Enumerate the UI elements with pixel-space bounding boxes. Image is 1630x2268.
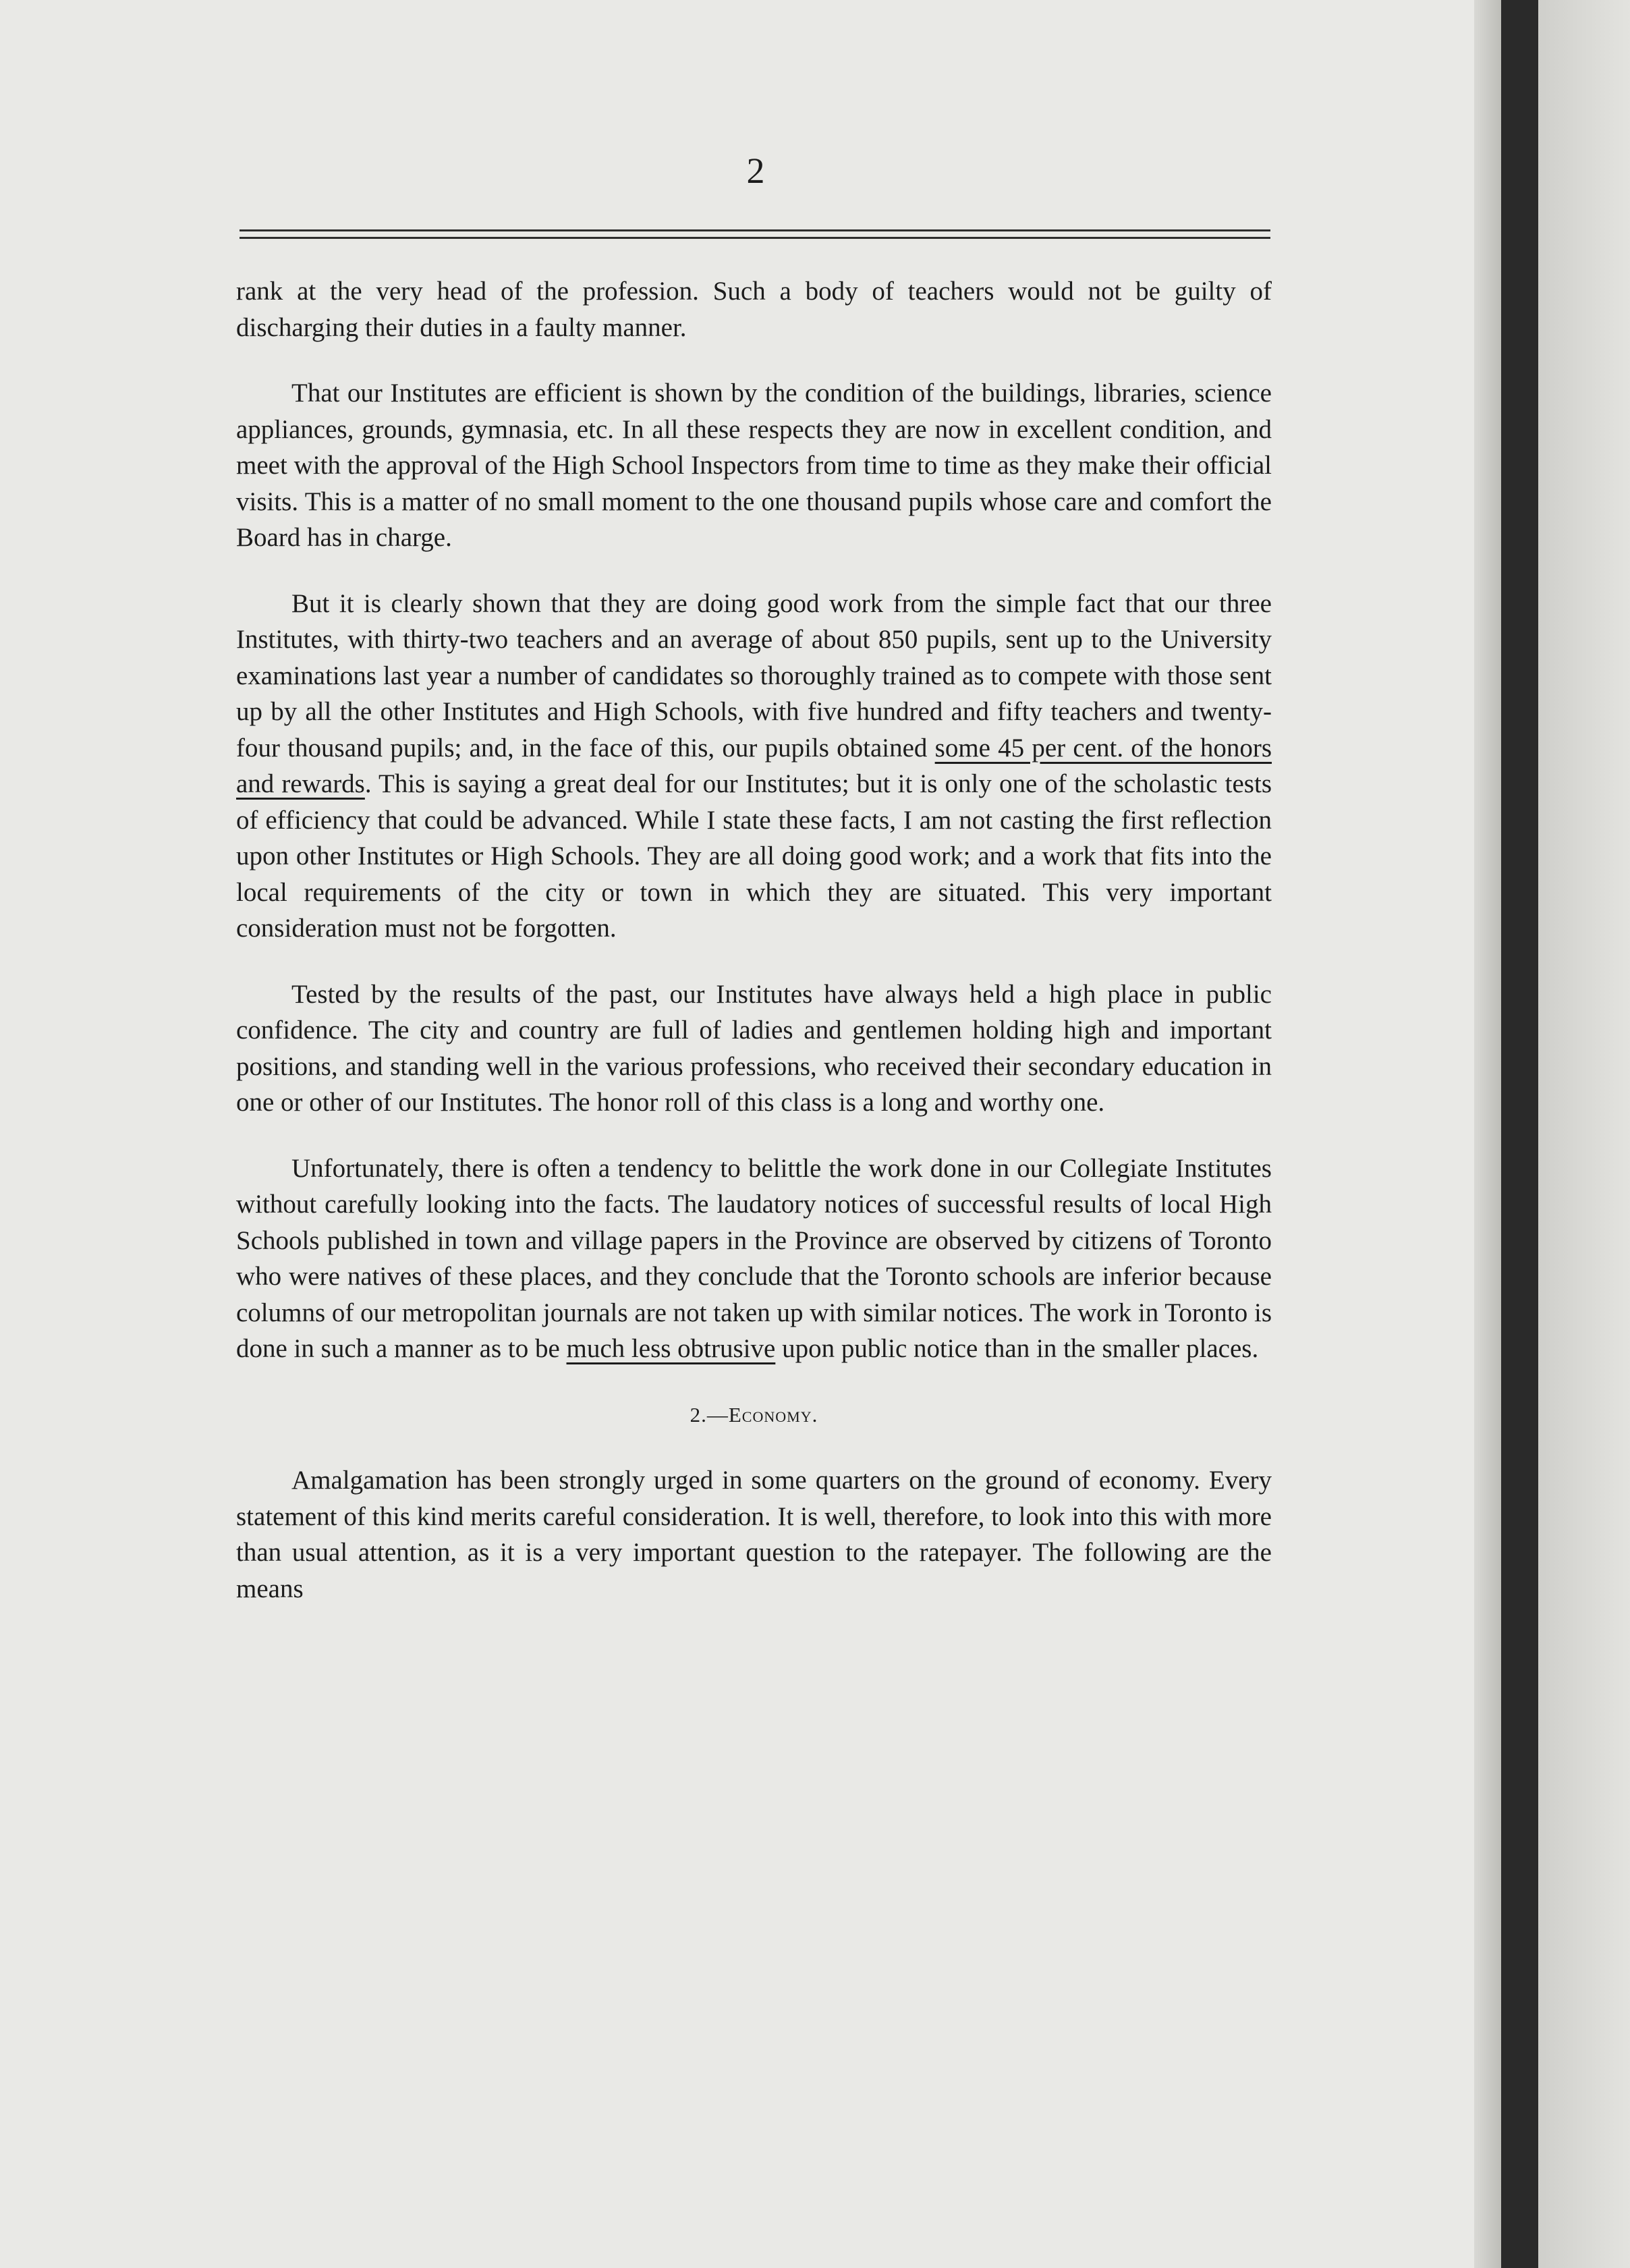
paragraph-good-work: But it is clearly shown that they are doing good work from the simple fact that our three Institutes, with thirty-two teachers and an average of about 850 pupils, sent up to the University examinations last year a number of candidates so thoroughly trained as to compete with those sent up by all the other Institutes and High Schools, with five hundred and fifty teachers and twenty-four thousand pupils; and, in the face of this, our pupils obtained some 45 per cent. of the honors and rewards. This is saying a great deal for our Institutes; but it is only one of the scholastic tests of efficiency that could be advanced. While I state these facts, I am not casting the first reflection upon other Institutes or High Schools. They are all doing good work; and a work that fits into the local requirements of the city or town in which they are situated. This very important consideration must not be forgotten. — [236, 588, 1272, 943]
paragraph-continued: rank at the very head of the profession. Such a body of teachers would not be guilty of discharging their duties in a faulty manner. — [236, 277, 1272, 342]
underlined-phrase: much less obtrusive — [566, 1334, 776, 1363]
paragraph-efficiency: That our Institutes are efficient is shown by the condition of the buildings, libraries, science appliances, grounds, gymnasia, etc. In all these respects they are now in excellent condition, and meet with the approval of the High School Inspectors from time to time as they make their official visits. This is a matter of no small moment to the one thousand pupils whose care and comfort the Board has in charge. — [236, 379, 1272, 552]
underlined-phrase: some 45 per cent. of the honors and rewards — [236, 733, 1272, 798]
header-rule-top — [240, 229, 1270, 231]
page-number: 2 — [746, 150, 765, 191]
paragraph-public-confidence: Tested by the results of the past, our Institutes have always held a high place in public confidence. The city and country are full of ladies and gentlemen holding high and important positions, and standing well in the various professions, who received their secondary education in one or other of our Institutes. The honor roll of this class is a long and worthy one. — [236, 979, 1272, 1117]
body-text — [236, 273, 1272, 1636]
paragraph-amalgamation: Amalgamation has been strongly urged in some quarters on the ground of economy. Every statement of this kind merits careful consideration. It is well, therefore, to look into this with more than usual attention, as it is a very important question to the ratepayer. The following are the means — [236, 1466, 1272, 1603]
section-heading: 2.—Economy. — [690, 1402, 818, 1427]
page-edge — [1474, 0, 1501, 2268]
adjacent-page-edge — [1538, 0, 1630, 2268]
book-spine — [1501, 0, 1538, 2268]
paragraph-belittle: Unfortunately, there is often a tendency to belittle the work done in our Collegiate Institutes without carefully looking into the facts. The laudatory notices of successful results of local High Schools published in town and village papers in the Province are observed by citizens of Toronto who were natives of these places, and they conclude that the Toronto schools are inferior because columns of our metropolitan journals are not taken up with similar notices. The work in Toronto is done in such a manner as to be much less obtrusive upon public notice than in the smaller places. — [236, 1153, 1272, 1363]
header-rule-bottom — [240, 237, 1270, 239]
